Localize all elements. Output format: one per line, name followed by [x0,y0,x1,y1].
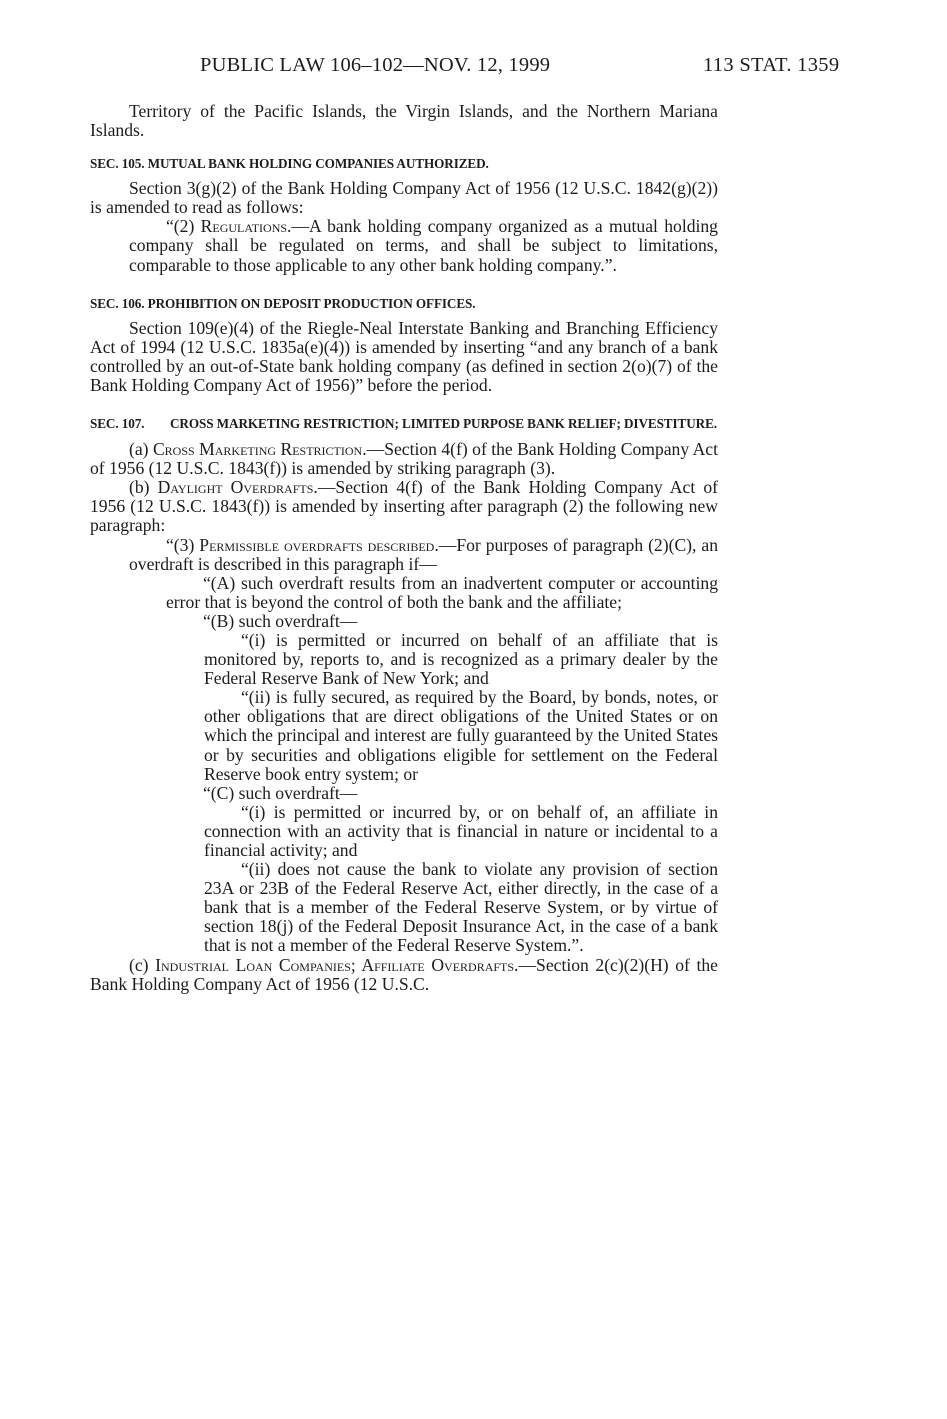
intro-paragraph: Territory of the Pacific Islands, the Virgin Islands, and the Northern Mariana Islands. [90,101,718,141]
section-105-paragraph: Section 3(g)(2) of the Bank Holding Company Act of 1956 (12 U.S.C. 1842(g)(2)) is amended to read as follows: [90,178,718,218]
regulations-prefix: “(2) [166,216,201,237]
regulations-text: —A bank holding company organized as a mutual holding company shall be regulated on terms, and shall be subject to limitations, comparable to those applicable to any other bank holding company.”. [129,216,718,275]
subsection-a-text: —Section 4(f) of the Bank Holding Company Act of 1956 (12 U.S.C. 1843(f)) is amended by striking paragraph (3). [90,439,718,479]
subparagraph-A: “(A) such overdraft results from an inadvertent computer or accounting error that is beyond the control of both the bank and the affiliate; [166,572,718,612]
subsection-c-text: —Section 2(c)(2)(H) of the Bank Holding Company Act of 1956 (12 U.S.C. [90,954,718,994]
clause-C-i: “(i) is permitted or incurred by, or on behalf of, an affiliate in connection with an activity that is financial in nature or incidental to a financial activity; and [204,801,718,860]
section-107-heading [90,415,718,432]
subsection-b-paragraph [90,478,718,535]
subparagraph-C: “(C) such overdraft— [203,782,358,803]
subsection-c-heading: Industrial Loan Companies; Affiliate Overdrafts. [155,954,519,975]
document-body [90,102,718,994]
subsection-c-prefix: (c) [129,954,156,975]
subsection-c-paragraph [90,956,718,994]
subsection-b-heading: Daylight Overdrafts. [157,477,318,498]
subsection-b-prefix: (b) [129,477,158,498]
subsection-b-text: —Section 4(f) of the Bank Holding Company Act of 1956 (12 U.S.C. 1843(f)) is amended by inserting after paragraph (2) the following new paragraph: [90,477,718,536]
clause-B-i: “(i) is permitted or incurred on behalf of an affiliate that is monitored by, reports to, and is recognized as a primary dealer by the Federal Reserve Bank of New York; and [204,629,718,689]
regulations-heading: Regulations. [200,216,292,237]
section-105-heading: SEC. 105. MUTUAL BANK HOLDING COMPANIES AUTHORIZED. [90,156,489,172]
paragraph-3 [90,536,718,574]
header-stat-citation: 113 STAT. 1359 [703,54,840,76]
section-107-number: SEC. 107. [90,416,145,432]
paragraph-3-text: —For purposes of paragraph (2)(C), an overdraft is described in this paragraph if— [129,534,718,574]
paragraph-3-heading: Permissible overdrafts described. [199,534,439,555]
section-106-heading: SEC. 106. PROHIBITION ON DEPOSIT PRODUCTION OFFICES. [90,295,476,311]
subsection-a-heading: Cross Marketing Restriction. [152,439,367,460]
section-106-paragraph: Section 109(e)(4) of the Riegle-Neal Interstate Banking and Branching Efficiency Act of 1994 (12 U.S.C. 1835a(e)(4)) is amended by inserting “and any branch of a bank controlled by an out-of-State bank holding company (as defined in section 2(o)(7) of the Bank Holding Company Act of 1956)” before the period. [90,317,718,395]
section-105-regulations-paragraph [90,217,718,274]
section-107-title: CROSS MARKETING RESTRICTION; LIMITED PURPOSE BANK RELIEF; DIVESTITURE. [170,416,717,432]
subsection-a-prefix: (a) [129,439,153,460]
paragraph-3-prefix: “(3) [166,534,200,555]
header-title: PUBLIC LAW 106–102—NOV. 12, 1999 [200,54,551,76]
clause-C-ii: “(ii) does not cause the bank to violate any provision of section 23A or 23B of the Federal Reserve Act, either directly, in the case of a bank that is a member of the Federal Reserve System, or by virtue of section 18(j) of the Federal Deposit Insurance Act, in the case of a bank that is not a member of the Federal Reserve System.”. [204,859,718,956]
subsection-a-paragraph [90,440,718,478]
page-header [0,54,947,84]
clause-B-ii: “(ii) is fully secured, as required by the Board, by bonds, notes, or other obligations that are direct obligations of the United States or on which the principal and interest are fully guaranteed by the United States or by securities and obligations eligible for settlement on the Federal Reserve book entry system; or [204,687,718,784]
subparagraph-B: “(B) such overdraft— [203,610,358,631]
